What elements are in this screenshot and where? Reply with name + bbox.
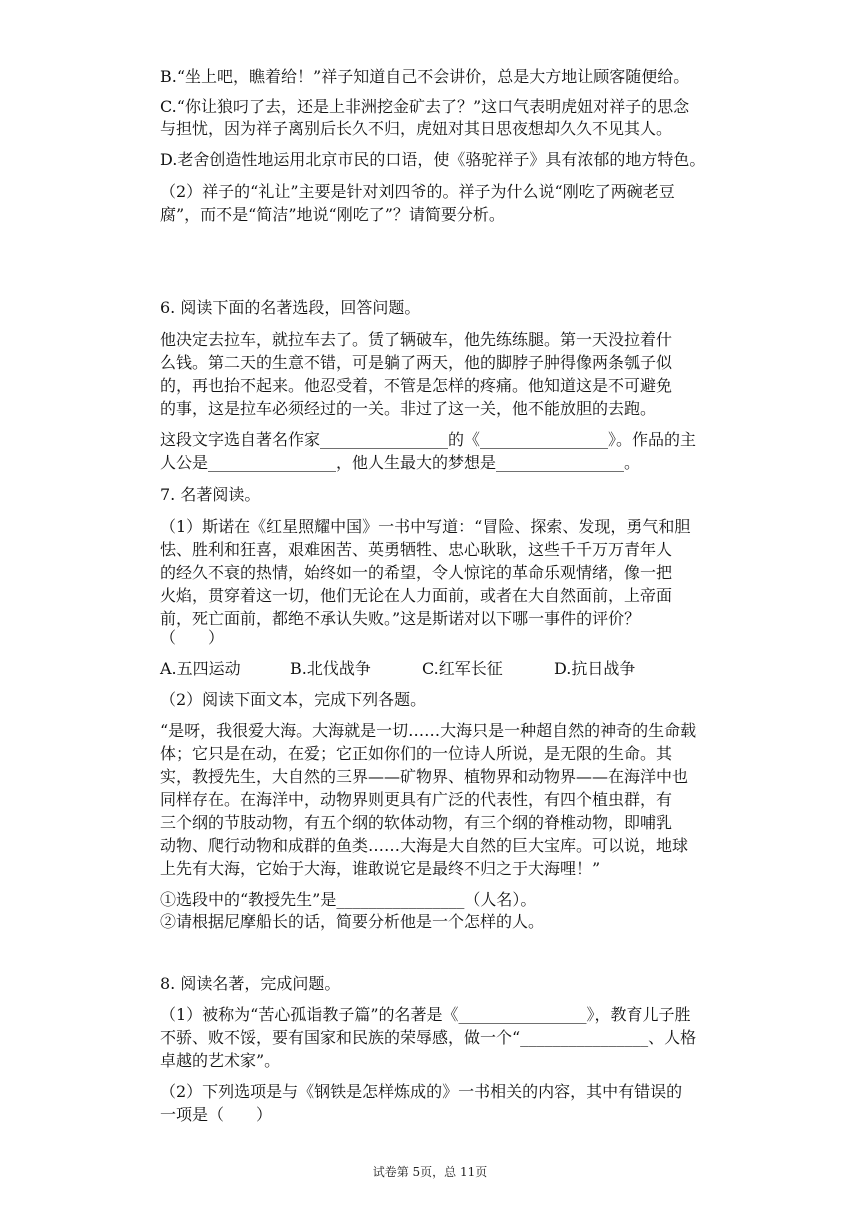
q8-s1-line3: 卓越的艺术家”。 (160, 1051, 281, 1070)
q7-text-line1: “是呀，我很爱大海。大海就是一切……大海只是一种超自然的神奇的生命载 (160, 721, 697, 740)
q7-s2-title: （2）阅读下面文本，完成下列各题。 (160, 690, 427, 709)
q7-option-b: B.北伐战争 (290, 659, 371, 678)
q7-s1-answer-bracket: （ ） (160, 628, 225, 647)
q5-option-c-line1: C.“你让狼叼了去，还是上非洲挖金矿去了？”这口气表明虎妞对祥子的思念 (160, 97, 690, 116)
q5-sub2-line1: （2）祥子的“礼让”主要是针对刘四爷的。祥子为什么说“刚吃了两碗老豆 (160, 182, 675, 201)
q8-s1-line2: 不骄、败不馁，要有国家和民族的荣辱感，做一个“________________、人格 (160, 1028, 697, 1047)
q7-title: 7. 名著阅读。 (160, 485, 261, 504)
q8-s2-line1: （2）下列选项是与《钢铁是怎样炼成的》一书相关的内容，其中有错误的 (160, 1082, 683, 1101)
q7-question-2: ②请根据尼摩船长的话，简要分析他是一个怎样的人。 (160, 912, 545, 931)
q8-s2-line2: 一项是（ ） (160, 1105, 273, 1124)
q7-s1-line5: 前，死亡面前，都绝不承认失败。”这是斯诺对以下哪一事件的评价？ (160, 609, 641, 628)
q7-text-line5: 三个纲的节肢动物，有五个纲的软体动物，有三个纲的脊椎动物，即哺乳 (160, 813, 673, 832)
q5-option-d: D.老舍创造性地运用北京市民的口语，使《骆驼祥子》具有浓郁的地方特色。 (160, 150, 706, 169)
q7-option-c: C.红军长征 (422, 659, 503, 678)
q7-question-1: ①选段中的“教授先生”是________________（人名）。 (160, 890, 537, 909)
q7-options (160, 659, 635, 679)
q8-title: 8. 阅读名著，完成问题。 (160, 974, 341, 993)
q7-text-line2: 体；它只是在动，在爱；它正如你们的一位诗人所说，是无限的生命。其 (160, 744, 673, 763)
q7-s1-line4: 火焰，贯穿着这一切，他们无论在人力面前，或者在大自然面前，上帝面 (160, 586, 673, 605)
q6-passage-line2: 么钱。第二天的生意不错，可是躺了两天，他的脚脖子肿得像两条瓠子似 (160, 353, 673, 372)
q6-fill-line2: 人公是________________，他人生最大的梦想是________________。 (160, 453, 641, 472)
q7-text-line3: 实，教授先生，大自然的三界——矿物界、植物界和动物界——在海洋中也 (160, 767, 689, 786)
q7-s1-line3: 的经久不衰的热情，始终如一的希望，令人惊诧的革命乐观情绪，像一把 (160, 563, 673, 582)
q6-fill-line1: 这段文字选自著名作家________________的《________________》。作品的主 (160, 430, 697, 449)
q7-s1-line1: （1）斯诺在《红星照耀中国》一书中写道：“冒险、探索、发现，勇气和胆 (160, 517, 691, 536)
q7-option-a: A.五四运动 (160, 659, 241, 678)
q7-text-line7: 上先有大海，它始于大海，谁敢说它是最终不归之于大海哩！” (160, 859, 601, 878)
q5-option-c-line2: 与担忧，因为祥子离别后长久不归，虎妞对其日思夜想却久久不见其人。 (160, 119, 673, 138)
q7-text-line6: 动物、爬行动物和成群的鱼类……大海是大自然的巨大宝库。可以说，地球 (160, 836, 689, 855)
q8-s1-line1: （1）被称为“苦心孤诣教子篇”的名著是《________________》，教育儿子胜 (160, 1005, 691, 1024)
q6-title: 6. 阅读下面的名著选段，回答问题。 (160, 298, 421, 317)
q5-sub2-line2: 腐”，而不是“简洁”地说“刚吃了”？请简要分析。 (160, 205, 505, 224)
q6-passage-line4: 的事，这是拉车必须经过的一关。非过了这一关，他不能放胆的去跑。 (160, 399, 657, 418)
q6-passage-line1: 他决定去拉车，就拉车去了。赁了辆破车，他先练练腿。第一天没拉着什 (160, 330, 673, 349)
q7-s1-line2: 怯、胜利和狂喜，艰难困苦、英勇牺牲、忠心耿耿，这些千千万万青年人 (160, 540, 673, 559)
q7-option-d: D.抗日战争 (554, 659, 636, 678)
q7-text-line4: 同样存在。在海洋中，动物界则更具有广泛的代表性，有四个植虫群，有 (160, 790, 673, 809)
q5-option-b: B.“坐上吧，瞧着给！”祥子知道自己不会讲价，总是大方地让顾客随便给。 (160, 67, 690, 86)
q6-passage-line3: 的，再也抬不起来。他忍受着，不管是怎样的疼痛。他知道这是不可避免 (160, 376, 673, 395)
page-footer: 试卷第 5页，总 11页 (372, 1165, 488, 1179)
